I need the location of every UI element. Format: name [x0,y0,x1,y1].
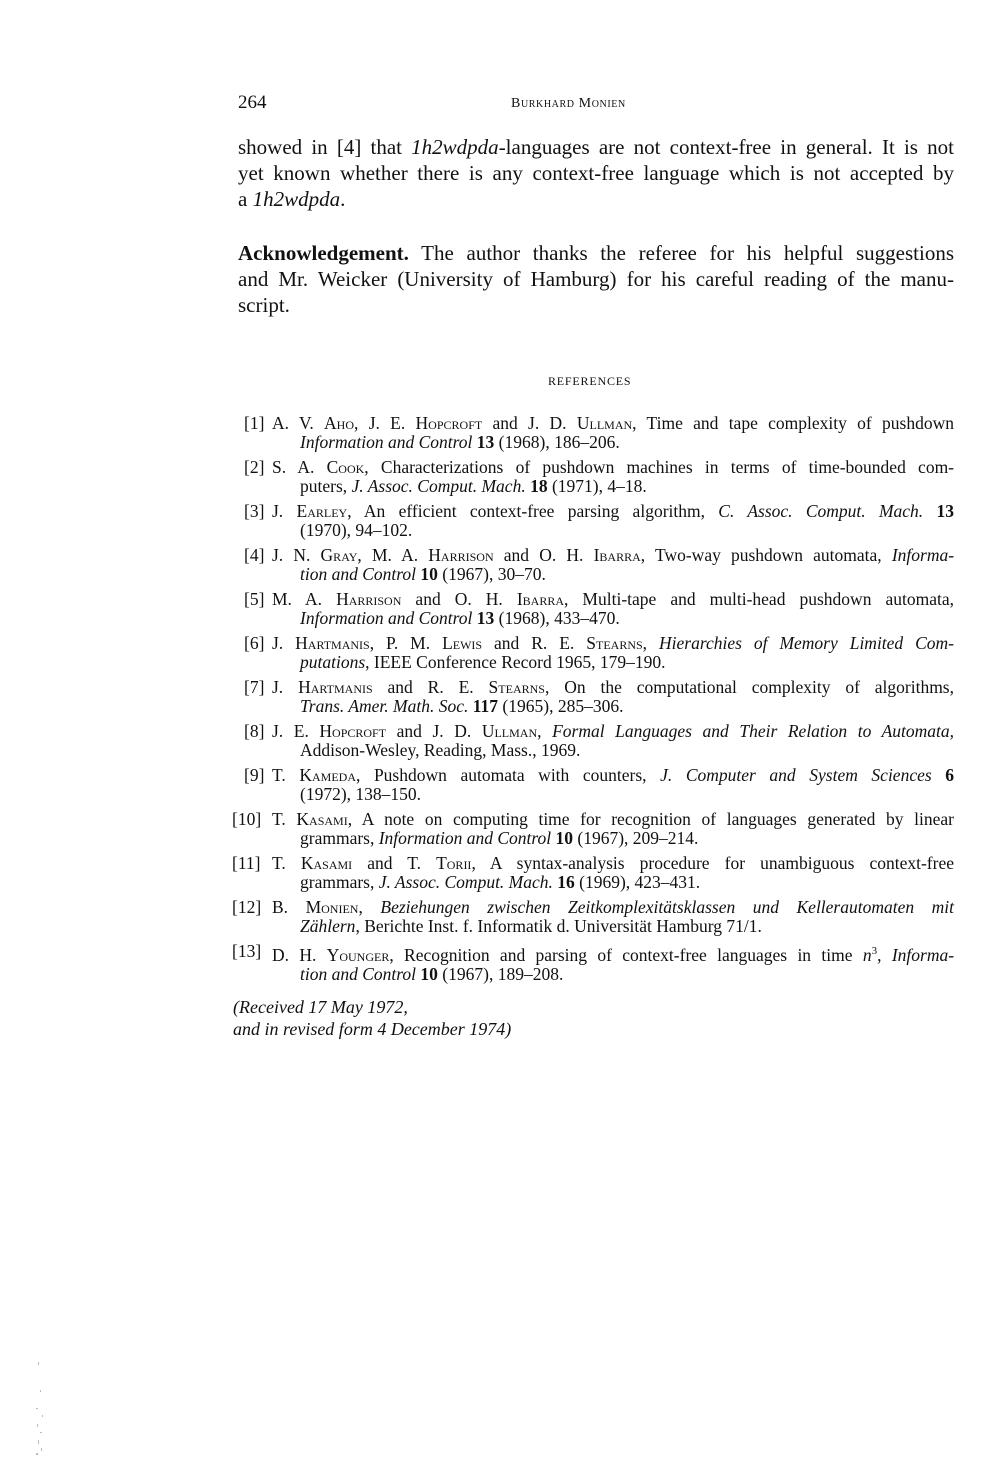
reference-number: [5] [244,589,265,609]
reference-number: [10] [232,809,262,829]
revised-line: and in revised form 4 December 1974) [233,1019,512,1039]
references-list [232,413,955,990]
reference-item: [2] S. A. Cook, Characterizations of pushdown machines in terms of time-bounded com- puters, J. Assoc. Comput. Mach. 18 (1971), 4–18. [244,457,955,496]
paragraph-line: script. [238,293,290,317]
paragraph-line: a 1h2wdpda. [238,187,346,211]
reference-number: [4] [244,545,265,565]
received-line: (Received 17 May 1972, [233,997,408,1017]
reference-item: [4] J. N. Gray, M. A. Harrison and O. H. Ibarra, Two-way pushdown automata, Informa- tion and Control 10 (1967), 30–70. [244,545,955,584]
references-heading: REFERENCES [548,374,632,388]
reference-item: [6] J. Hartmanis, P. M. Lewis and R. E. Stearns, Hierarchies of Memory Limited Com- putations, IEEE Conference Record 1965, 179–190. [244,633,955,672]
reference-number: [8] [244,721,265,741]
reference-number: [3] [244,501,265,521]
closing-paragraph [238,134,954,212]
reference-number: [11] [232,853,261,873]
reference-number: [9] [244,765,265,785]
reference-item: [13] D. H. Younger, Recognition and parsing of context-free languages in time $n^3$, Informa- tion and Control 10 (1967), 189–208. [232,941,955,984]
reference-item: [7] J. Hartmanis and R. E. Stearns, On the computational complexity of algorithms, Trans. Amer. Math. Soc. 117 (1965), 285–306. [244,677,954,716]
reference-item: [10] T. Kasami, A note on computing time for recognition of languages generated by linear grammars, Information and Control 10 (1967), 209–214. [232,809,954,848]
reference-item: [9] T. Kameda, Pushdown automata with counters, J. Computer and System Sciences 6 (1972), 138–150. [244,765,955,804]
received-dates [233,996,511,1040]
paragraph-line: showed in [4] that 1h2wdpda-languages are not context-free in general. It is not [238,135,954,159]
page-number: 264 [238,92,267,113]
reference-number: [1] [244,413,265,433]
reference-item: [3] J. Earley, An efficient context-free parsing algorithm, C. Assoc. Comput. Mach. 13 (1970), 94–102. [244,501,954,540]
acknowledgement-paragraph [238,240,954,318]
reference-number: [6] [244,633,265,653]
acknowledgement-label: Acknowledgement. [238,241,409,265]
reference-number: [2] [244,457,265,477]
paragraph-line: Acknowledgement. The author thanks the referee for his helpful suggestions [238,241,954,265]
reference-item: [12] B. Monien, Beziehungen zwischen Zeitkomplexitätsklassen und Kellerautomaten mit Zählern, Berichte Inst. f. Informatik d. Universität Hamburg 71/1. [232,897,955,936]
paragraph-line: and Mr. Weicker (University of Hamburg) for his careful reading of the manu- [238,267,954,291]
reference-number: [7] [244,677,265,697]
reference-item: [8] J. E. Hopcroft and J. D. Ullman, Formal Languages and Their Relation to Automata, Addison-Wesley, Reading, Mass., 1969. [244,721,955,760]
reference-item: [5] M. A. Harrison and O. H. Ibarra, Multi-tape and multi-head pushdown automata, Information and Control 13 (1968), 433–470. [244,589,954,628]
paragraph-line: yet known whether there is any context-free language which is not accepted by [238,161,954,185]
running-head: Burkhard Monien [511,96,626,111]
reference-number: [12] [232,897,262,917]
reference-item: [1] A. V. Aho, J. E. Hopcroft and J. D. Ullman, Time and tape complexity of pushdown Information and Control 13 (1968), 186–206. [244,413,954,452]
scan-margin-specks [30,1360,54,1460]
reference-number: [13] [232,941,262,961]
reference-item: [11] T. Kasami and T. Torii, A syntax-analysis procedure for unambiguous context-free grammars, J. Assoc. Comput. Mach. 16 (1969), 423–431. [232,853,955,892]
